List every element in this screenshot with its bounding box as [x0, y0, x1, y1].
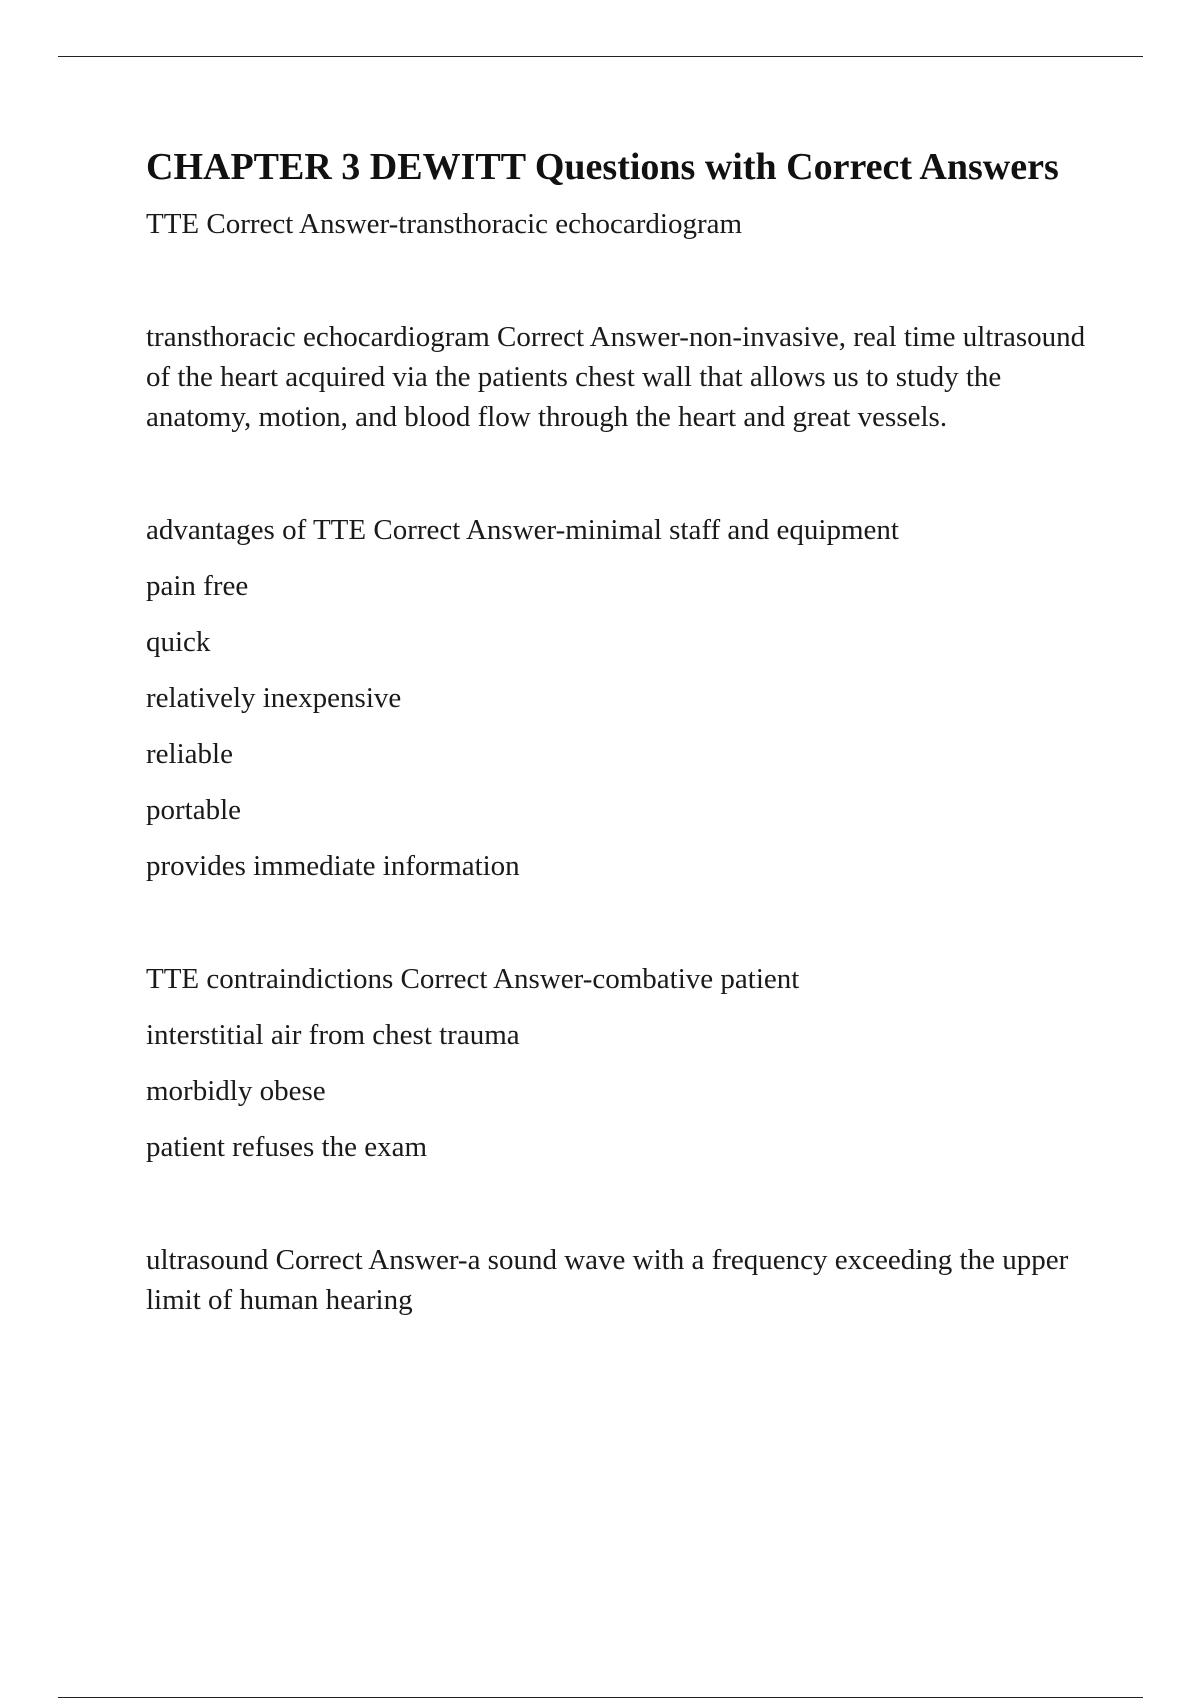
document-body [146, 142, 1096, 1320]
entry-line: provides immediate information [146, 850, 520, 882]
entry-tte-contraindictions [146, 959, 1096, 1167]
entry-line: transthoracic echocardiogram Correct Answer-non-invasive, real time ultrasound of the heart acquired via the patients chest wall that allows us to study the anatomy, motion, and blood flow through the heart and great vessels. [146, 321, 1086, 433]
entry-line: quick [146, 626, 211, 658]
entry-line: ultrasound Correct Answer-a sound wave with a frequency exceeding the upper limit of human hearing [146, 1244, 1069, 1316]
footer-rule [58, 1697, 1143, 1698]
entry-transthoracic-echocardiogram [146, 317, 1096, 437]
entry-line: TTE contraindictions Correct Answer-combative patient [146, 963, 800, 995]
entry-line: patient refuses the exam [146, 1131, 428, 1163]
entry-line: TTE Correct Answer-transthoracic echocardiogram [146, 208, 743, 240]
document-title: CHAPTER 3 DEWITT Questions with Correct Answers [146, 146, 1059, 188]
entry-ultrasound [146, 1240, 1096, 1320]
entry-advantages-of-tte [146, 510, 1096, 886]
header-rule [58, 56, 1143, 57]
entry-line: pain free [146, 570, 249, 602]
entry-tte [146, 204, 1096, 244]
entry-line: advantages of TTE Correct Answer-minimal staff and equipment [146, 514, 899, 546]
entry-line: interstitial air from chest trauma [146, 1019, 520, 1051]
entry-line: morbidly obese [146, 1075, 326, 1107]
entry-line: reliable [146, 738, 233, 770]
entry-line: relatively inexpensive [146, 682, 402, 714]
entry-line: portable [146, 794, 242, 826]
